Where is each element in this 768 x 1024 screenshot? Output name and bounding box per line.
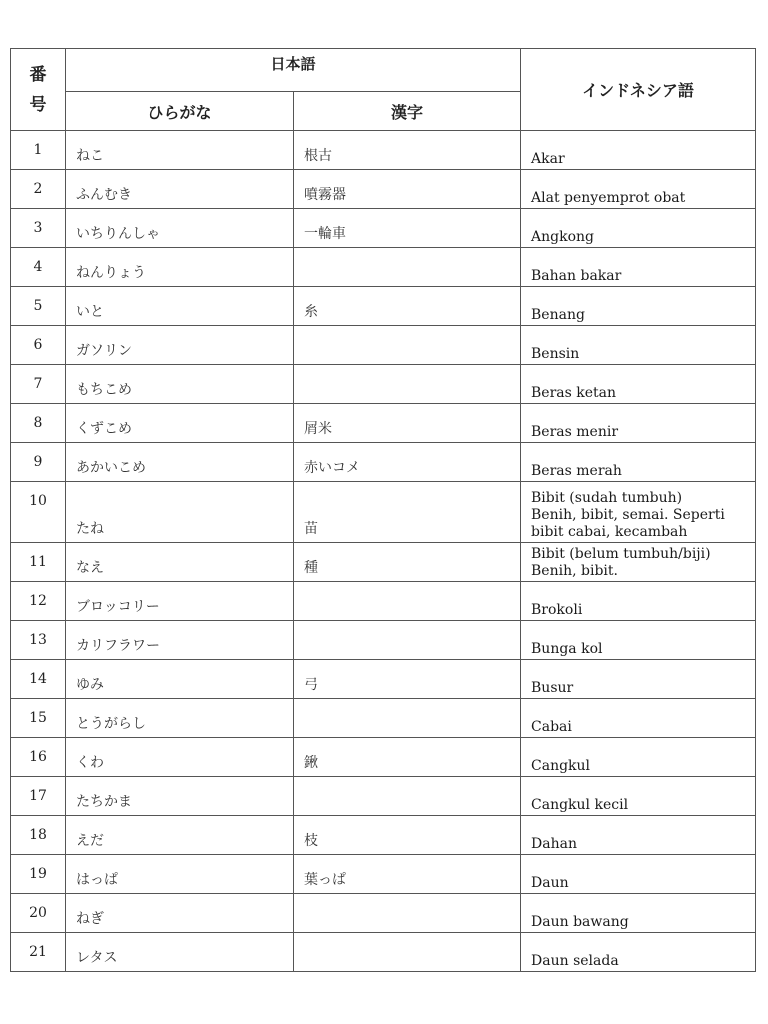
row-number: 13	[11, 621, 66, 660]
number-header	[11, 49, 66, 131]
table-row	[11, 287, 756, 326]
indonesian-cell	[521, 543, 756, 582]
indonesian-line: Cangkul kecil	[531, 797, 629, 813]
hiragana-cell: ゆみ	[66, 660, 294, 699]
row-number: 12	[11, 582, 66, 621]
hiragana-cell: くずこめ	[66, 404, 294, 443]
kanji-cell: 枝	[294, 816, 521, 855]
hiragana-cell: とうがらし	[66, 699, 294, 738]
hiragana-cell: いちりんしゃ	[66, 209, 294, 248]
table-row	[11, 816, 756, 855]
row-number: 3	[11, 209, 66, 248]
indonesian-line: Beras ketan	[531, 385, 617, 401]
indonesian-line: Daun	[531, 875, 569, 891]
indonesian-cell	[521, 777, 756, 816]
table-row	[11, 738, 756, 777]
hiragana-cell: ねこ	[66, 131, 294, 170]
indonesian-line: Angkong	[531, 229, 594, 245]
kanji-cell	[294, 699, 521, 738]
hiragana-cell: えだ	[66, 816, 294, 855]
kanji-cell: 葉っぱ	[294, 855, 521, 894]
kanji-cell: 赤いコメ	[294, 443, 521, 482]
indonesian-cell	[521, 248, 756, 287]
indonesian-line: Akar	[531, 151, 565, 167]
table-row	[11, 170, 756, 209]
table-header	[11, 49, 756, 131]
kanji-cell	[294, 621, 521, 660]
kanji-cell	[294, 365, 521, 404]
hiragana-cell: たちかま	[66, 777, 294, 816]
kanji-cell: 鍬	[294, 738, 521, 777]
table-row	[11, 777, 756, 816]
kanji-cell: 一輪車	[294, 209, 521, 248]
row-number: 7	[11, 365, 66, 404]
row-number: 18	[11, 816, 66, 855]
hiragana-cell: いと	[66, 287, 294, 326]
kanji-cell: 弓	[294, 660, 521, 699]
hiragana-cell: たね	[66, 482, 294, 543]
row-number: 19	[11, 855, 66, 894]
number-header-bottom: 号	[29, 94, 47, 115]
indonesian-cell	[521, 443, 756, 482]
table-row	[11, 482, 756, 543]
indonesian-cell	[521, 699, 756, 738]
hiragana-cell: カリフラワー	[66, 621, 294, 660]
kanji-cell	[294, 933, 521, 972]
indonesian-line: Dahan	[531, 836, 577, 852]
indonesian-cell	[521, 660, 756, 699]
hiragana-cell: ブロッコリー	[66, 582, 294, 621]
indonesian-cell	[521, 482, 756, 543]
table-row	[11, 443, 756, 482]
row-number: 1	[11, 131, 66, 170]
row-number: 9	[11, 443, 66, 482]
indonesian-cell	[521, 209, 756, 248]
indonesian-line: Bibit (belum tumbuh/biji)	[531, 546, 711, 562]
hiragana-cell: はっぱ	[66, 855, 294, 894]
kanji-cell	[294, 894, 521, 933]
hiragana-cell: ガソリン	[66, 326, 294, 365]
indonesian-cell	[521, 326, 756, 365]
row-number: 4	[11, 248, 66, 287]
hiragana-cell: くわ	[66, 738, 294, 777]
indonesian-line: Benang	[531, 307, 585, 323]
indonesian-cell	[521, 738, 756, 777]
number-header-top: 番	[29, 64, 47, 85]
hiragana-cell: ねぎ	[66, 894, 294, 933]
table-row	[11, 894, 756, 933]
kanji-cell: 糸	[294, 287, 521, 326]
indonesian-line: Bunga kol	[531, 641, 603, 657]
row-number: 14	[11, 660, 66, 699]
kanji-cell: 種	[294, 543, 521, 582]
table-row	[11, 404, 756, 443]
indonesian-cell	[521, 404, 756, 443]
indonesian-line: Alat penyemprot obat	[531, 190, 686, 206]
vocabulary-table	[10, 48, 756, 972]
indonesian-cell	[521, 365, 756, 404]
kanji-cell	[294, 326, 521, 365]
table-row	[11, 660, 756, 699]
indonesian-cell	[521, 894, 756, 933]
table-row	[11, 699, 756, 738]
kanji-cell: 屑米	[294, 404, 521, 443]
row-number: 15	[11, 699, 66, 738]
kanji-cell: 噴霧器	[294, 170, 521, 209]
table-row	[11, 209, 756, 248]
japanese-header: 日本語	[66, 49, 521, 92]
kanji-cell	[294, 248, 521, 287]
indonesian-line: Bahan bakar	[531, 268, 622, 284]
indonesian-line: Brokoli	[531, 602, 583, 618]
hiragana-cell: もちこめ	[66, 365, 294, 404]
indonesian-cell	[521, 621, 756, 660]
indonesian-cell	[521, 582, 756, 621]
indonesian-line: Busur	[531, 680, 574, 696]
hiragana-cell: ふんむき	[66, 170, 294, 209]
indonesian-line: Bibit (sudah tumbuh)	[531, 490, 683, 506]
indonesian-header: インドネシア語	[521, 49, 756, 131]
row-number: 17	[11, 777, 66, 816]
hiragana-cell: あかいこめ	[66, 443, 294, 482]
indonesian-cell	[521, 287, 756, 326]
kanji-cell	[294, 582, 521, 621]
table-row	[11, 543, 756, 582]
hiragana-cell: レタス	[66, 933, 294, 972]
hiragana-cell: ねんりょう	[66, 248, 294, 287]
indonesian-line: Benih, bibit.	[531, 563, 618, 579]
indonesian-line: Daun selada	[531, 953, 619, 969]
indonesian-cell	[521, 816, 756, 855]
table-row	[11, 855, 756, 894]
indonesian-line: Cabai	[531, 719, 572, 735]
indonesian-line: Bensin	[531, 346, 580, 362]
row-number: 11	[11, 543, 66, 582]
table-row	[11, 248, 756, 287]
kanji-header: 漢字	[294, 92, 521, 131]
row-number: 10	[11, 482, 66, 543]
hiragana-cell: なえ	[66, 543, 294, 582]
indonesian-line: Benih, bibit, semai. Seperti	[531, 507, 725, 523]
indonesian-line: bibit cabai, kecambah	[531, 524, 688, 540]
table-row	[11, 326, 756, 365]
indonesian-line: Daun bawang	[531, 914, 629, 930]
row-number: 2	[11, 170, 66, 209]
row-number: 21	[11, 933, 66, 972]
indonesian-line: Beras menir	[531, 424, 619, 440]
table-row	[11, 582, 756, 621]
table-body	[11, 131, 756, 972]
hiragana-header: ひらがな	[66, 92, 294, 131]
kanji-cell: 苗	[294, 482, 521, 543]
row-number: 5	[11, 287, 66, 326]
indonesian-cell	[521, 170, 756, 209]
indonesian-cell	[521, 131, 756, 170]
indonesian-line: Beras merah	[531, 463, 622, 479]
table-row	[11, 933, 756, 972]
table-row	[11, 365, 756, 404]
row-number: 20	[11, 894, 66, 933]
kanji-cell: 根古	[294, 131, 521, 170]
row-number: 16	[11, 738, 66, 777]
kanji-cell	[294, 777, 521, 816]
table-row	[11, 621, 756, 660]
indonesian-line: Cangkul	[531, 758, 591, 774]
table-row	[11, 131, 756, 170]
row-number: 8	[11, 404, 66, 443]
indonesian-cell	[521, 855, 756, 894]
indonesian-cell	[521, 933, 756, 972]
row-number: 6	[11, 326, 66, 365]
